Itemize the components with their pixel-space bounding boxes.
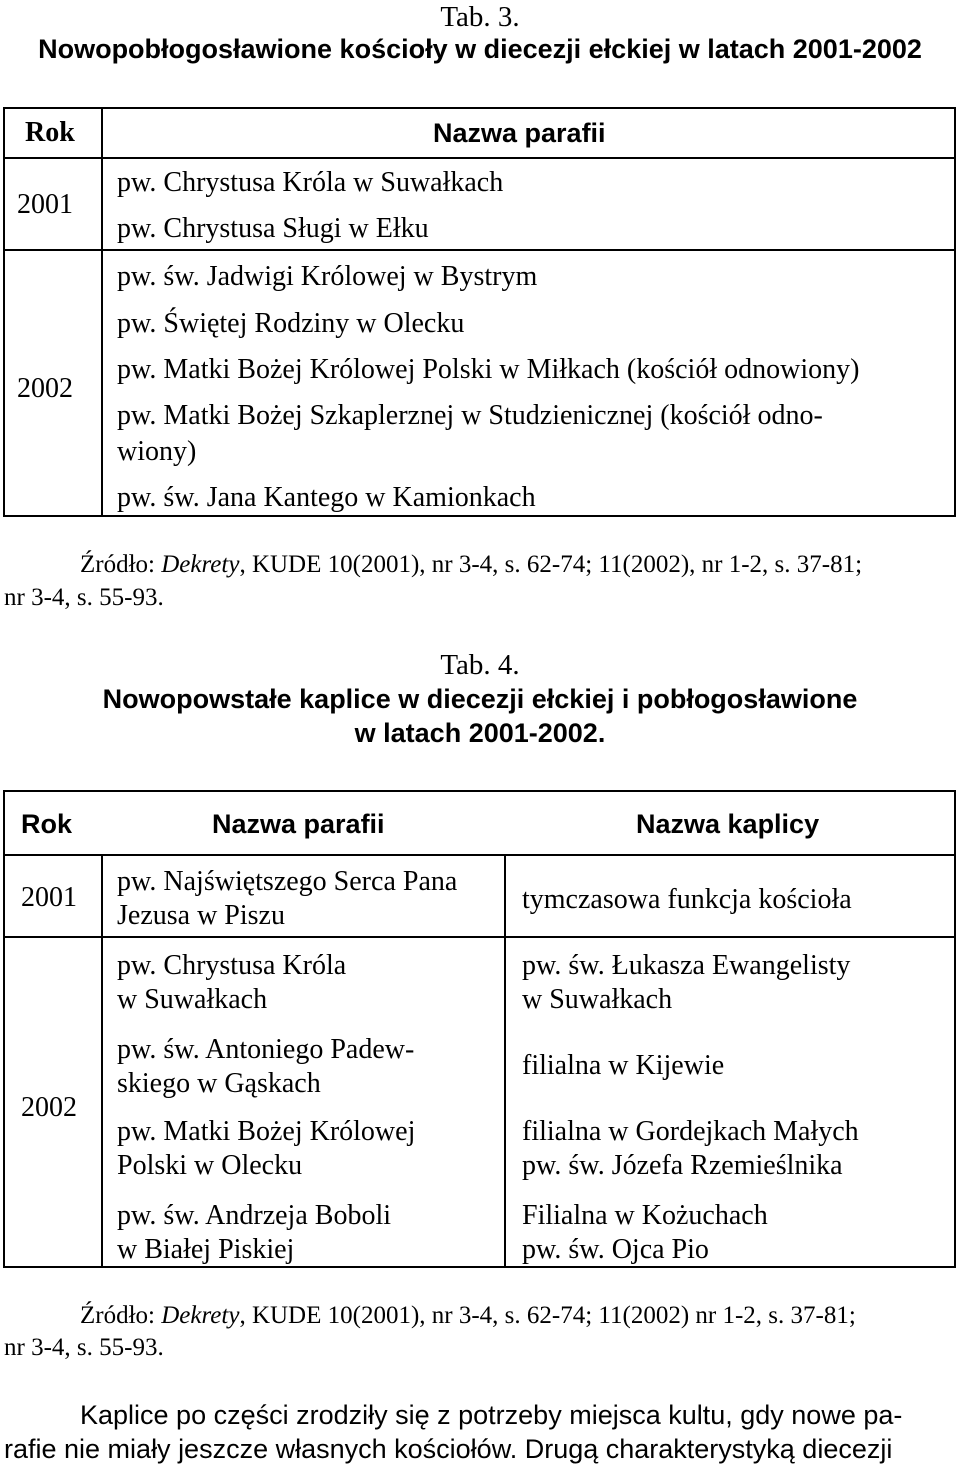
table-4-header-chapel: Nazwa kaplicy bbox=[636, 809, 820, 839]
table-4-year-2002: 2002 bbox=[21, 1092, 77, 1123]
table-4-header-year: Rok bbox=[21, 809, 73, 839]
table-4-chapel: filialna w Kijewie bbox=[522, 1050, 725, 1081]
table-4-parish: skiego w Gąskach bbox=[117, 1068, 321, 1099]
paragraph-line-1: Kaplice po części zrodziły się z potrzeby miejsca kultu, gdy nowe pa- bbox=[80, 1400, 903, 1430]
tab4-title: Nowopowstałe kaplice w diecezji ełckiej i pobłogosławione bbox=[102, 684, 858, 714]
table-3-parish: pw. św. Jana Kantego w Kamionkach bbox=[117, 482, 536, 513]
table-4-chapel: pw. św. Łukasza Ewangelisty bbox=[522, 950, 851, 981]
table-3-year-2001: 2001 bbox=[17, 189, 73, 220]
table-4-chapel: pw. św. Józefa Rzemieślnika bbox=[522, 1150, 843, 1181]
tab4-label: Tab. 4. bbox=[440, 649, 520, 681]
table-4-parish: pw. św. Antoniego Padew- bbox=[117, 1034, 415, 1065]
table-4-source-line2: nr 3-4, s. 55-93. bbox=[4, 1334, 164, 1361]
tab4-title-line2: w latach 2001-2002. bbox=[354, 718, 606, 748]
table-3-source: Źródło: Dekrety, KUDE 10(2001), nr 3-4, s. 62-74; 11(2002), nr 1-2, s. 37-81; bbox=[80, 551, 863, 578]
table-3-parish: pw. św. Jadwigi Królowej w Bystrym bbox=[117, 261, 538, 292]
paragraph-line-2: rafie nie miały jeszcze własnych kościołów. Drugą charakterystyką diecezji bbox=[4, 1434, 893, 1464]
table-4-chapel: Filialna w Kożuchach bbox=[522, 1200, 768, 1231]
table-4-parish: pw. św. Andrzeja Boboli bbox=[117, 1200, 391, 1231]
table-3-parish: pw. Chrystusa Sługi w Ełku bbox=[117, 213, 429, 244]
table-3-parish: pw. Świętej Rodziny w Olecku bbox=[117, 308, 465, 339]
table-4-parish: w Suwałkach bbox=[117, 984, 268, 1015]
table-4-year-2001: 2001 bbox=[21, 882, 77, 913]
table-4-header-parish: Nazwa parafii bbox=[212, 809, 385, 839]
table-4-chapel: filialna w Gordejkach Małych bbox=[522, 1116, 859, 1147]
table-4-chapel: pw. św. Ojca Pio bbox=[522, 1234, 709, 1265]
table-3-parish: pw. Matki Bożej Szkaplerznej w Studzienicznej (kościół odno- bbox=[117, 400, 823, 431]
table-4 bbox=[3, 790, 956, 1268]
tab3-label: Tab. 3. bbox=[440, 1, 520, 33]
table-4-parish: Jezusa w Piszu bbox=[117, 900, 285, 931]
table-4-source: Źródło: Dekrety, KUDE 10(2001), nr 3-4, s. 62-74; 11(2002) nr 1-2, s. 37-81; bbox=[80, 1302, 856, 1329]
tab3-title: Nowopobłogosławione kościoły w diecezji ełckiej w latach 2001-2002 bbox=[38, 34, 922, 64]
table-4-parish: Polski w Olecku bbox=[117, 1150, 303, 1181]
table-3-header-parish: Nazwa parafii bbox=[433, 118, 606, 148]
table-3 bbox=[3, 107, 956, 517]
table-4-parish: pw. Chrystusa Króla bbox=[117, 950, 347, 981]
table-4-chapel: w Suwałkach bbox=[522, 984, 673, 1015]
table-3-parish: pw. Chrystusa Króla w Suwałkach bbox=[117, 167, 504, 198]
table-3-parish: wiony) bbox=[117, 436, 197, 467]
table-3-parish: pw. Matki Bożej Królowej Polski w Miłkach (kościół odnowiony) bbox=[117, 354, 860, 385]
table-3-header-year: Rok bbox=[25, 117, 75, 148]
table-4-parish: w Białej Piskiej bbox=[117, 1234, 295, 1265]
table-3-source-line2: nr 3-4, s. 55-93. bbox=[4, 584, 164, 611]
table-3-year-2002: 2002 bbox=[17, 373, 73, 404]
table-4-chapel: tymczasowa funkcja kościoła bbox=[522, 884, 852, 915]
table-4-parish: pw. Matki Bożej Królowej bbox=[117, 1116, 416, 1147]
table-4-parish: pw. Najświętszego Serca Pana bbox=[117, 866, 458, 897]
